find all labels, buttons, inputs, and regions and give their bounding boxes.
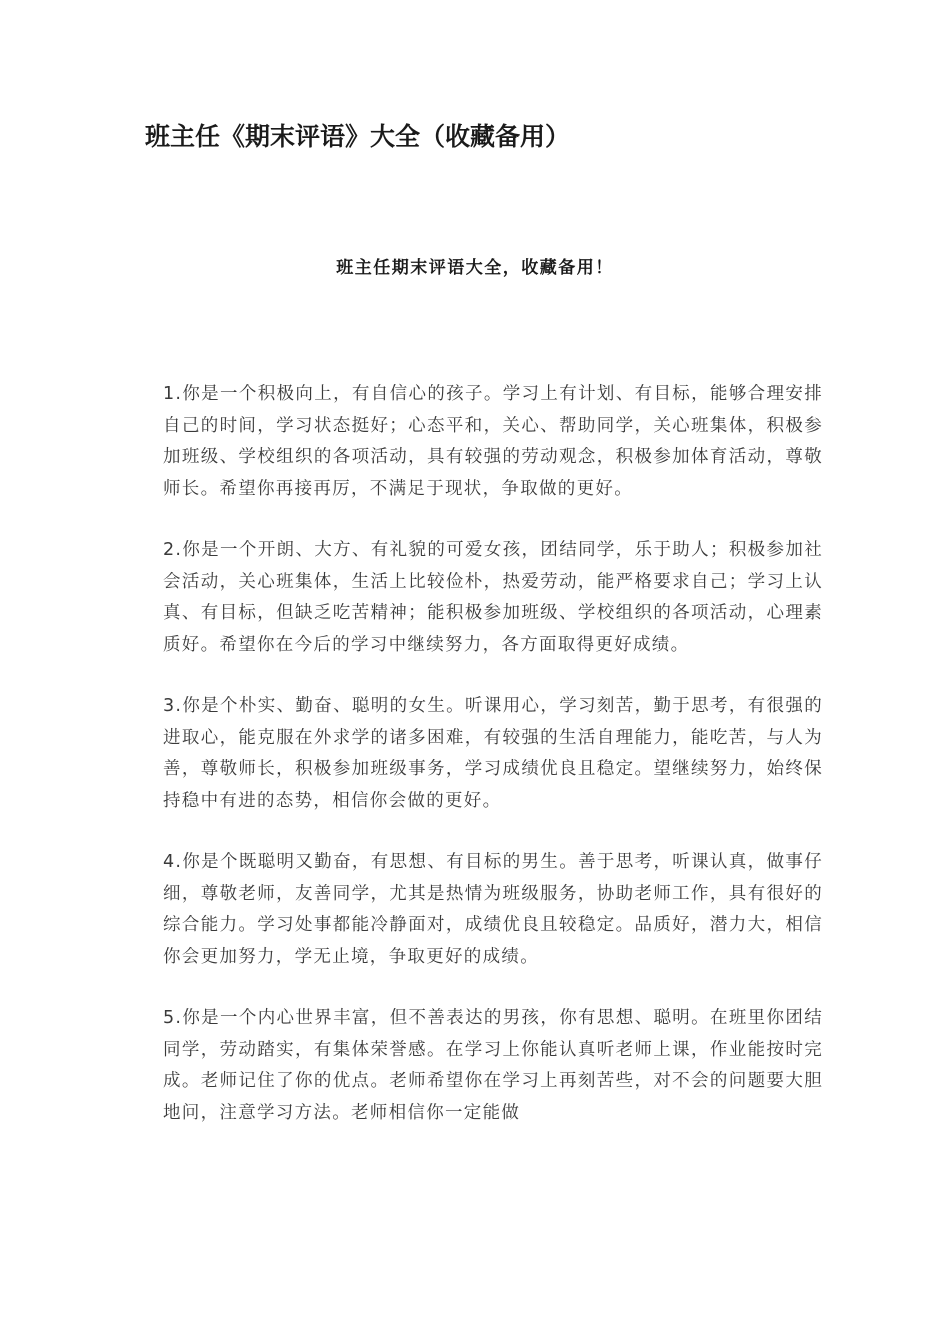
comment-paragraph-4: 4.你是个既聪明又勤奋，有思想、有目标的男生。善于思考，听课认真，做事仔细，尊敬老师，友善同学，尤其是热情为班级服务，协助老师工作，具有很好的综合能力。学习处事都能冷静面对，成绩优良且较稳定。品质好，潜力大，相信你会更加努力，学无止境，争取更好的成绩。 [163, 852, 823, 967]
document-title: 班主任《期末评语》大全（收藏备用） [145, 122, 571, 151]
document-body [163, 379, 823, 1159]
document-subtitle: 班主任期末评语大全，收藏备用！ [336, 258, 614, 278]
comment-paragraph-3: 3.你是个朴实、勤奋、聪明的女生。听课用心，学习刻苦，勤于思考，有很强的进取心，能克服在外求学的诸多困难，有较强的生活自理能力，能吃苦，与人为善，尊敬师长，积极参加班级事务，学习成绩优良且稳定。望继续努力，始终保持稳中有进的态势，相信你会做的更好。 [163, 696, 823, 811]
comment-paragraph-2: 2.你是一个开朗、大方、有礼貌的可爱女孩，团结同学，乐于助人；积极参加社会活动，关心班集体，生活上比较俭朴，热爱劳动，能严格要求自己；学习上认真、有目标，但缺乏吃苦精神；能积极参加班级、学校组织的各项活动，心理素质好。希望你在今后的学习中继续努力，各方面取得更好成绩。 [163, 540, 823, 655]
comment-paragraph-1: 1.你是一个积极向上，有自信心的孩子。学习上有计划、有目标，能够合理安排自己的时间，学习状态挺好；心态平和，关心、帮助同学，关心班集体，积极参加班级、学校组织的各项活动，具有较强的劳动观念，积极参加体育活动，尊敬师长。希望你再接再厉，不满足于现状，争取做的更好。 [163, 384, 823, 499]
comment-paragraph-5: 5.你是一个内心世界丰富，但不善表达的男孩，你有思想、聪明。在班里你团结同学，劳动踏实，有集体荣誉感。在学习上你能认真听老师上课，作业能按时完成。老师记住了你的优点。老师希望你在学习上再刻苦些，对不会的问题要大胆地问，注意学习方法。老师相信你一定能做 [163, 1008, 823, 1123]
